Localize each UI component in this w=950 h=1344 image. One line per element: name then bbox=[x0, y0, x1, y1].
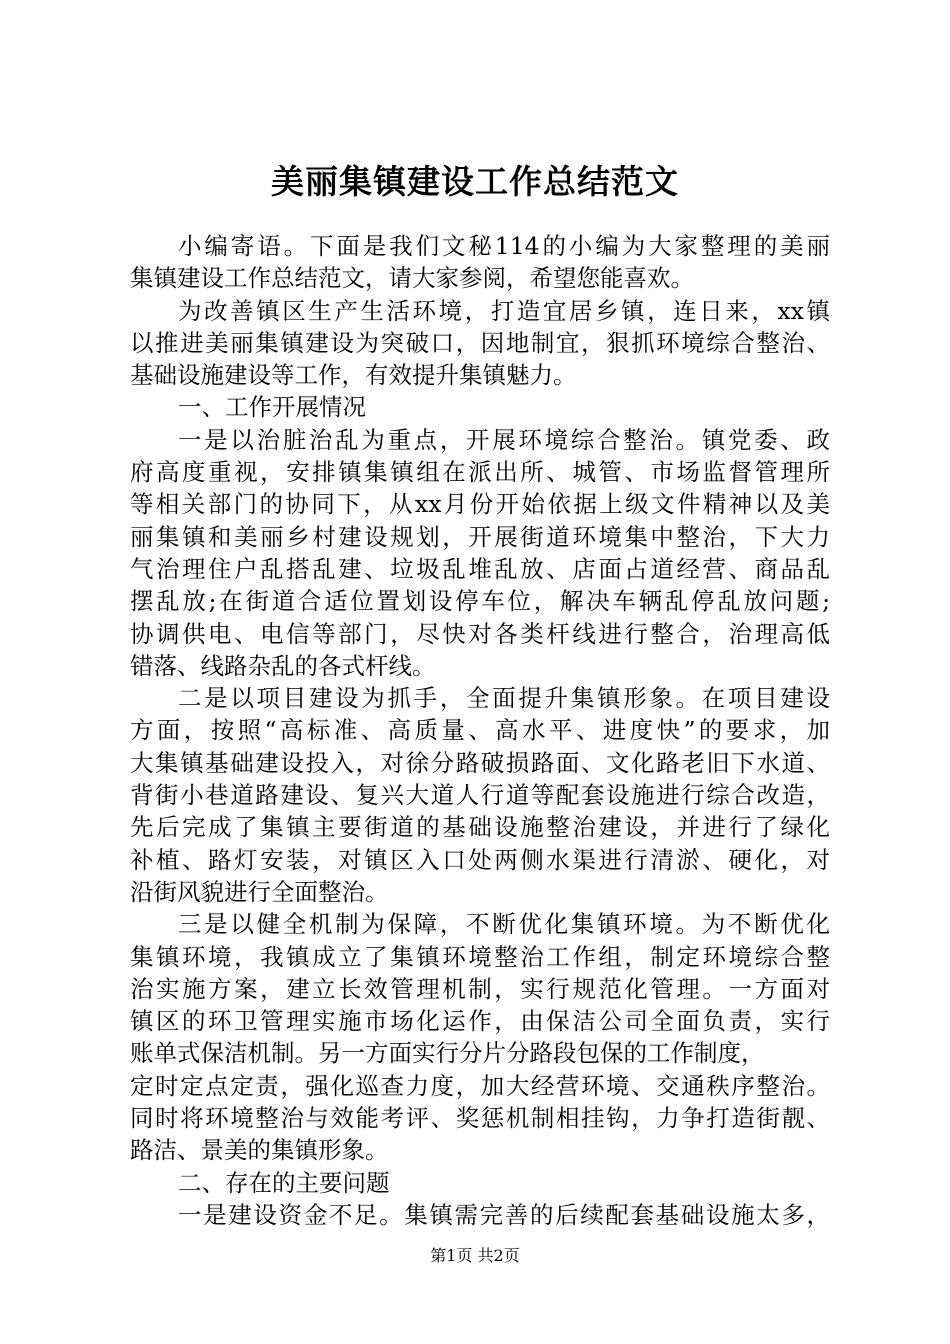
page-number-footer: 第1页 共2页 bbox=[430, 1246, 520, 1265]
body-line: 府高度重视，安排镇集镇组在派出所、城管、市场监督管理所 bbox=[130, 458, 830, 487]
body-line: 方面，按照“高标准、高质量、高水平、进度快”的要求，加 bbox=[130, 716, 830, 745]
body-line: 协调供电、电信等部门，尽快对各类杆线进行整合，治理高低 bbox=[130, 619, 830, 648]
body-line: 补植、路灯安装，对镇区入口处两侧水渠进行清淤、硬化，对 bbox=[130, 845, 830, 874]
body-line: 气治理住户乱搭乱建、垃圾乱堆乱放、店面占道经营、商品乱 bbox=[130, 554, 830, 583]
body-line: 为改善镇区生产生活环境，打造宜居乡镇，连日来，xx镇 bbox=[178, 296, 830, 325]
body-line: 同时将环境整治与效能考评、奖惩机制相挂钩，力争打造街靓、 bbox=[130, 1104, 830, 1133]
body-line: 二是以项目建设为抓手，全面提升集镇形象。在项目建设 bbox=[178, 684, 830, 713]
body-line: 以推进美丽集镇建设为突破口，因地制宜，狠抓环境综合整治、 bbox=[130, 328, 830, 357]
body-line: 镇区的环卫管理实施市场化运作，由保洁公司全面负责，实行 bbox=[130, 1007, 830, 1036]
body-line: 集镇建设工作总结范文，请大家参阅，希望您能喜欢。 bbox=[130, 264, 694, 293]
body-line: 基础设施建设等工作，有效提升集镇魅力。 bbox=[130, 361, 577, 390]
body-line: 一是以治脏治乱为重点，开展环境综合整治。镇党委、政 bbox=[178, 425, 830, 454]
body-line: 集镇环境，我镇成立了集镇环境整治工作组，制定环境综合整 bbox=[130, 942, 830, 971]
body-line: 一是建设资金不足。集镇需完善的后续配套基础设施太多， bbox=[178, 1200, 830, 1229]
body-line: 背街小巷道路建设、复兴大道人行道等配套设施进行综合改造， bbox=[130, 781, 830, 810]
section-heading: 一、工作开展情况 bbox=[178, 393, 366, 422]
body-line: 小编寄语。下面是我们文秘114的小编为大家整理的美丽 bbox=[178, 232, 830, 260]
body-line: 账单式保洁机制。另一方面实行分片分路段包保的工作制度， bbox=[130, 1039, 765, 1068]
body-line: 大集镇基础建设投入，对徐分路破损路面、文化路老旧下水道、 bbox=[130, 748, 830, 777]
body-line: 丽集镇和美丽乡村建设规划，开展街道环境集中整治，下大力 bbox=[130, 522, 830, 551]
body-line: 沿街风貌进行全面整治。 bbox=[130, 877, 389, 906]
section-heading: 二、存在的主要问题 bbox=[178, 1168, 390, 1197]
document-body bbox=[130, 230, 830, 1231]
body-line: 定时定点定责，强化巡查力度，加大经营环境、交通秩序整治。 bbox=[130, 1071, 830, 1100]
body-line: 三是以健全机制为保障，不断优化集镇环境。为不断优化 bbox=[178, 910, 830, 939]
body-line: 路洁、景美的集镇形象。 bbox=[130, 1136, 389, 1165]
body-line: 治实施方案，建立长效管理机制，实行规范化管理。一方面对 bbox=[130, 974, 830, 1003]
document-title: 美丽集镇建设工作总结范文 bbox=[271, 162, 679, 201]
body-line: 错落、线路杂乱的各式杆线。 bbox=[130, 651, 436, 680]
body-line: 等相关部门的协同下，从xx月份开始依据上级文件精神以及美 bbox=[130, 490, 830, 519]
body-line: 先后完成了集镇主要街道的基础设施整治建设，并进行了绿化 bbox=[130, 813, 830, 842]
body-line: 摆乱放;在街道合适位置划设停车位，解决车辆乱停乱放问题; bbox=[130, 587, 830, 616]
